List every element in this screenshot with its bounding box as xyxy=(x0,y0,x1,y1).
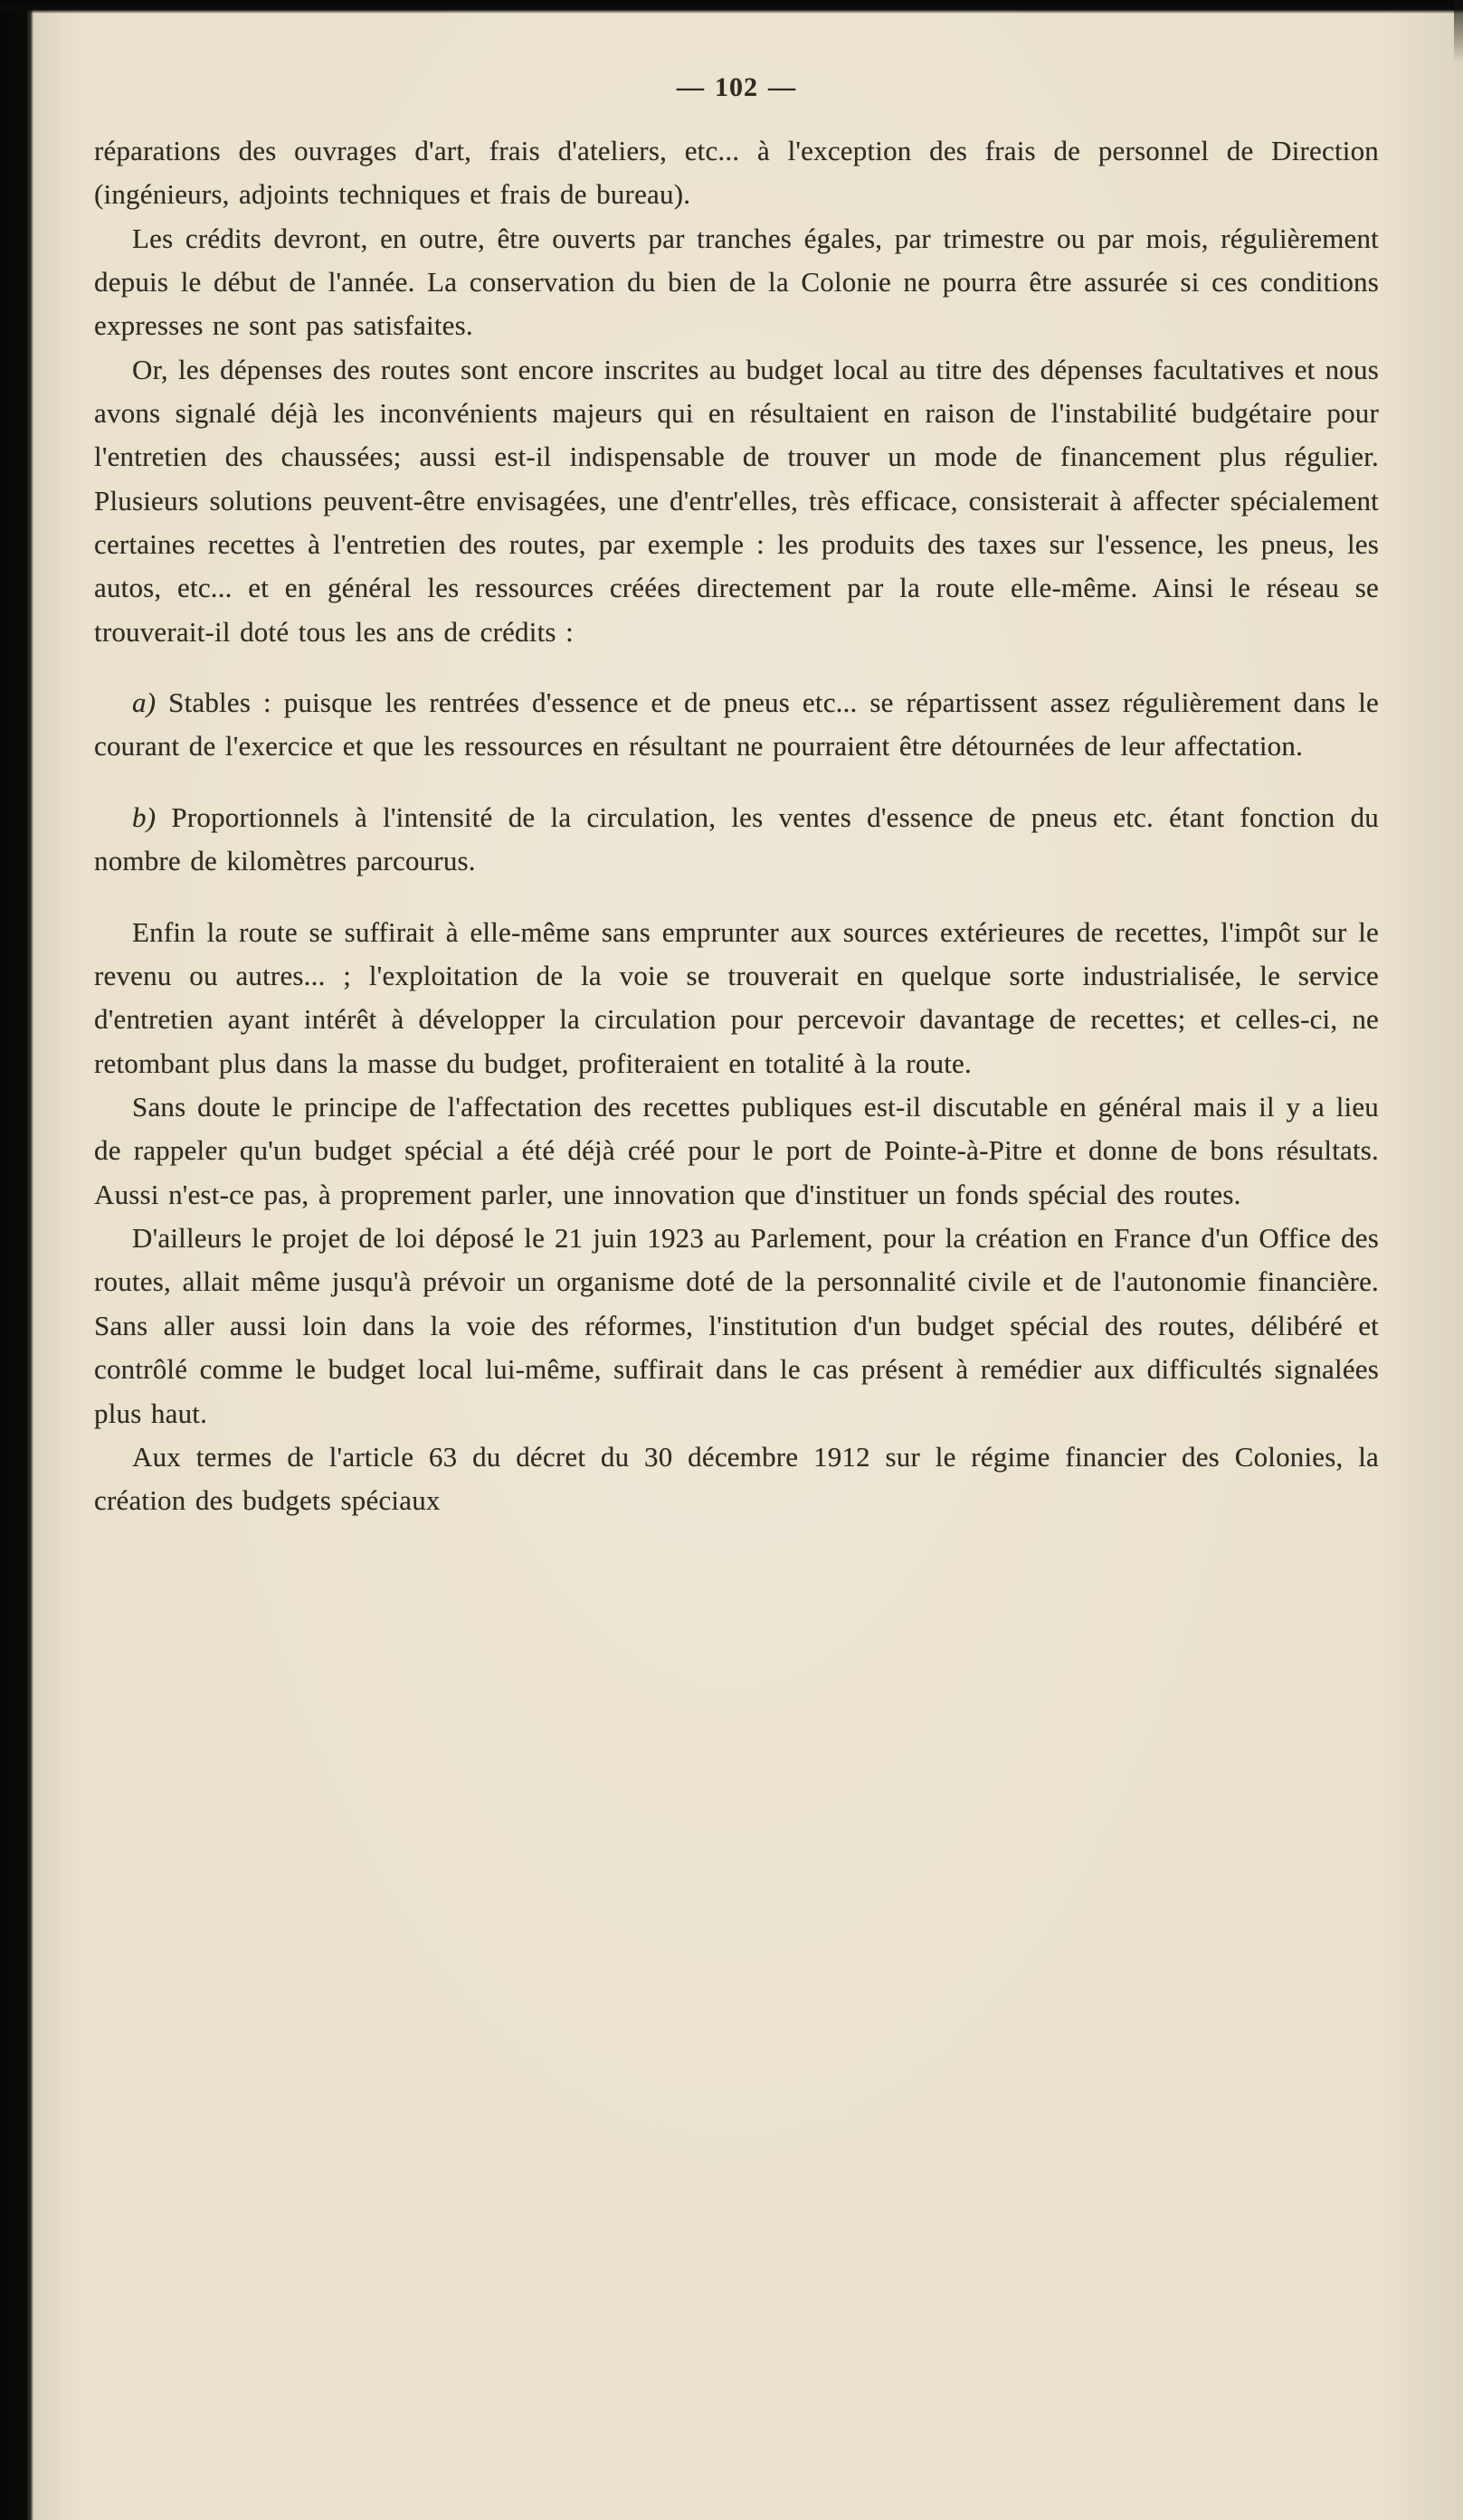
list-marker-b: b) xyxy=(132,801,157,833)
scan-edge-left xyxy=(0,0,33,2520)
paragraph-aux-termes: Aux termes de l'article 63 du décret du 30 décembre 1912 sur le régime financier des Colonies, la création des budgets spéciaux xyxy=(94,1440,1379,1517)
paragraph-list-item-b xyxy=(94,796,1379,884)
scan-edge-right-corner xyxy=(1454,0,1463,63)
paragraph-list-item-a xyxy=(94,681,1379,769)
paragraph-enfin-la-route: Enfin la route se suffirait à elle-même sans emprunter aux sources extérieures de recettes, l'impôt sur le revenu ou autres... ; l'exploitation de la voie se trouverait en quelque sorte industrialisée, le service d'entretien ayant intérêt à développer la circulation pour percevoir davantage de recettes; et celles-ci, ne retombant plus dans la masse du budget, profiteraient en totalité à la route. xyxy=(94,915,1379,1079)
paragraph-dailleurs-projet-loi: D'ailleurs le projet de loi déposé le 21 juin 1923 au Parlement, pour la création en France d'un Office des routes, allait même jusqu'à prévoir un organisme doté de la personnalité civile et de l'autonomie financière. Sans aller aussi loin dans la voie des réformes, l'institution d'un budget spécial des routes, délibéré et contrôlé comme le budget local lui-même, suffirait dans le cas présent à remédier aux difficultés signalées plus haut. xyxy=(94,1222,1379,1429)
paragraph-continuation: réparations des ouvrages d'art, frais d'ateliers, etc... à l'exception des frais de personnel de Direction (ingénieurs, adjoints techniques et frais de bureau). xyxy=(94,134,1379,211)
page-number: — 102 — xyxy=(677,72,796,102)
paragraph-sans-doute: Sans doute le principe de l'affectation des recettes publiques est-il discutable en général mais il y a lieu de rappeler qu'un budget spécial a été déjà créé pour le port de Pointe-à-Pitre et donne de bons résultats. Aussi n'est-ce pas, à proprement parler, une innovation que d'instituer un fonds spécial des routes. xyxy=(94,1090,1379,1210)
list-item-a-text: Stables : puisque les rentrées d'essence et de pneus etc... se répartissent assez régulièrement dans le courant de l'exercice et que les ressources en résultant ne pourraient être détournées de leur affectation. xyxy=(94,687,1379,763)
list-item-b-text: Proportionnels à l'intensité de la circulation, les ventes d'essence de pneus etc. étant fonction du nombre de kilomètres parcourus. xyxy=(94,801,1380,877)
list-marker-a: a) xyxy=(132,687,157,719)
scan-edge-top xyxy=(0,0,1463,14)
paragraph-credits: Les crédits devront, en outre, être ouverts par tranches égales, par trimestre ou par mois, régulièrement depuis le début de l'année. La conservation du bien de la Colonie ne pourra être assurée si ces conditions expresses ne sont pas satisfaites. xyxy=(94,222,1379,342)
paragraph-depenses-routes: Or, les dépenses des routes sont encore inscrites au budget local au titre des dépenses facultatives et nous avons signalé déjà les inconvénients majeurs qui en résultaient en raison de l'instabilité budgétaire pour l'entretien des chaussées; aussi est-il indispensable de trouver un mode de financement plus régulier. Plusieurs solutions peuvent-être envisagées, une d'entr'elles, très efficace, consisterait à affecter spécialement certaines recettes à l'entretien des routes, par exemple : les produits des taxes sur l'essence, les pneus, les autos, etc... et en général les ressources créées directement par la route elle-même. Ainsi le réseau se trouverait-il doté tous les ans de crédits : xyxy=(94,353,1379,648)
page-content xyxy=(94,67,1379,1523)
